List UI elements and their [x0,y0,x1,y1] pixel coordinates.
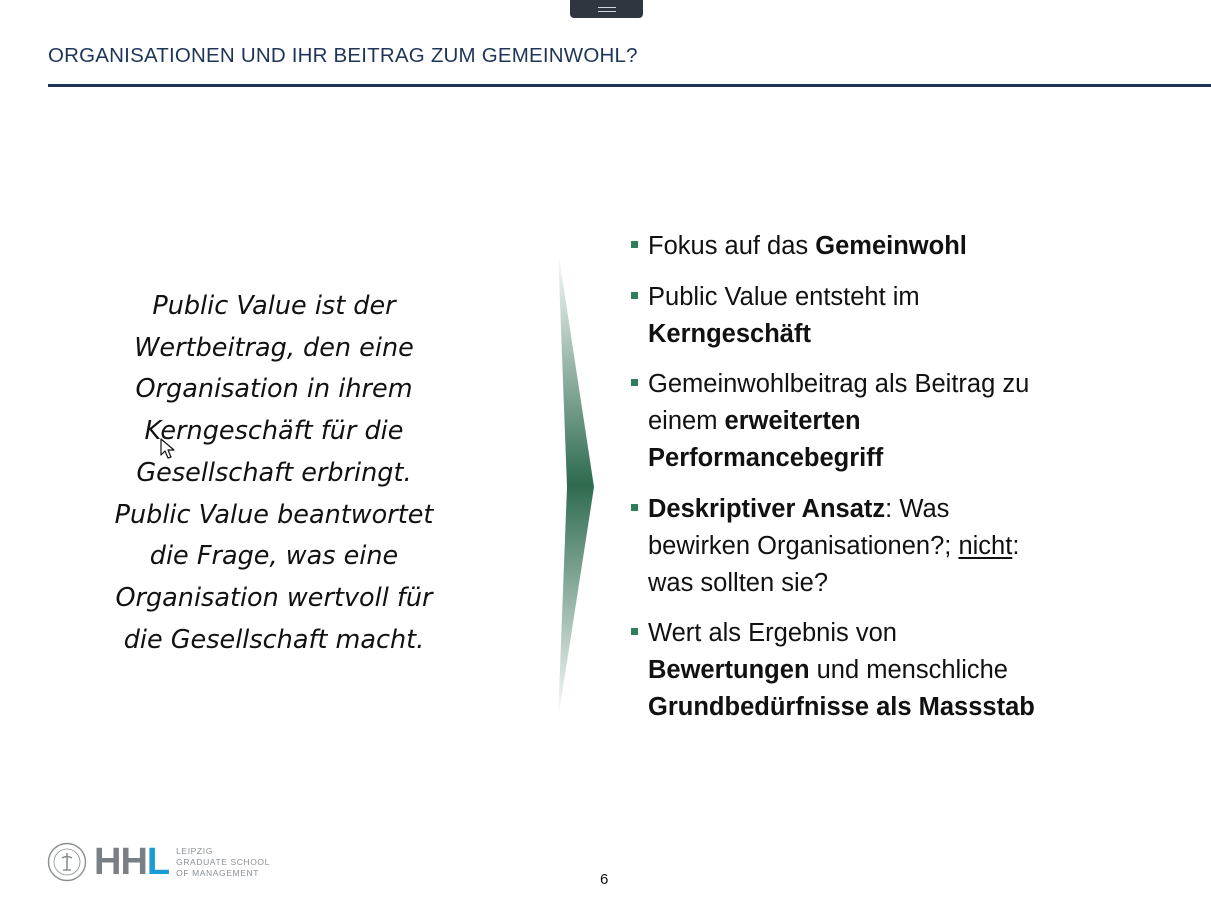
quote-line: Organisation in ihrem [135,374,413,405]
bullet-line: was sollten sie? [648,568,829,597]
bullet-text: bewirken Organisationen?; [648,531,959,560]
bullet-text: und menschliche [809,656,1008,684]
quote-line: Public Value ist der [152,291,396,321]
bullet-emphasis: Performancebegriff [648,444,884,472]
bullet-emphasis: Gemeinwohl [815,232,967,260]
chevron-arrow-icon [540,250,610,720]
title-divider [48,84,1211,87]
bullet-line: Wert als Ergebnis von [648,619,897,647]
bullet-line [648,491,1190,528]
bullet-line [648,316,1190,353]
quote-line: Kerngeschäft für die [144,416,404,447]
bullet-line: Public Value entsteht im [648,282,920,311]
hhl-logo [47,840,270,884]
list-item [630,228,1190,265]
bullet-line [648,689,1190,726]
quote-line: die Gesellschaft macht. [123,624,425,655]
logo-subtitle [176,846,270,879]
bullet-underlined: nicht [958,531,1013,560]
list-item [630,279,1190,353]
bullet-line [648,652,1190,689]
quote-line: Public Value beantwortet [114,499,434,530]
bullet-line: Gemeinwohlbeitrag als Beitrag zu [648,370,1030,398]
quote-line: Gesellschaft erbringt. [136,457,412,488]
page-number: 6 [600,871,609,888]
bullet-square-icon [631,241,638,248]
bullet-emphasis: Deskriptiver Ansatz [648,494,886,523]
logo-subtitle-line: GRADUATE SCHOOL [176,856,270,867]
bullet-square-icon [631,292,638,299]
bullet-text: einem [648,407,725,435]
bullet-text: : [1012,531,1020,560]
bullet-emphasis: Bewertungen [648,656,810,684]
quote-line: die Frage, was eine [149,541,399,572]
bullet-square-icon [631,628,638,635]
bullet-line [648,403,1190,440]
mouse-pointer-icon [160,438,176,460]
hhl-letter-blue: L [146,841,170,883]
bullet-line [648,228,1190,265]
logo-subtitle-line: OF MANAGEMENT [176,867,259,878]
slide-title: ORGANISATIONEN UND IHR BEITRAG ZUM GEMEINWOHL? [48,44,638,67]
list-item [630,491,1190,602]
university-seal-icon [47,842,87,882]
bullet-square-icon [631,379,638,386]
bullet-text: Fokus auf das [648,232,816,260]
bullet-text: : Was [885,494,950,523]
quote-line: Organisation wertvoll für [115,582,433,613]
bullet-emphasis: Grundbedürfnisse als Massstab [648,693,1035,721]
bullet-emphasis: erweiterten [724,407,861,435]
quote-line: Wertbeitrag, den eine [134,332,414,363]
logo-subtitle-line: LEIPZIG [176,845,213,856]
bullet-emphasis: Kerngeschäft [648,319,811,348]
public-value-definition [80,286,468,661]
key-points-list [630,228,1190,740]
bullet-line [648,528,1190,565]
bullet-square-icon [631,504,638,511]
hhl-wordmark [94,842,169,882]
hhl-letters-grey: HH [94,841,147,883]
list-item [630,366,1190,477]
top-toolbar-handle[interactable] [570,0,643,18]
list-item [630,615,1190,726]
bullet-line [648,440,1190,477]
